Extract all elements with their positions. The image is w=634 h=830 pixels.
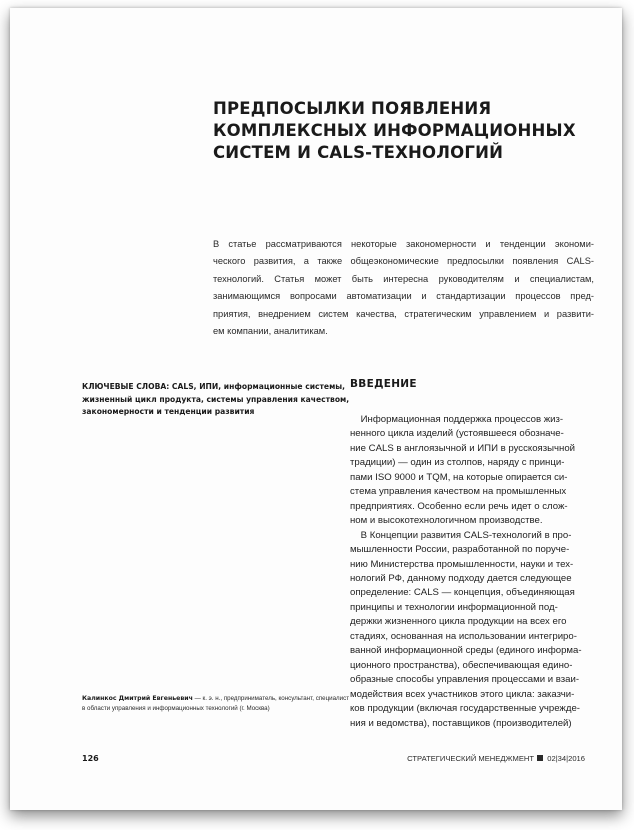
- author-description: — к. э. н., предприниматель, консультант, специалист: [194, 695, 350, 702]
- body-line: предприятиях. Особенно если речь идет о слож-: [350, 500, 568, 512]
- article-abstract: [213, 236, 594, 340]
- section-heading: ВВЕДЕНИЕ: [350, 378, 417, 390]
- author-description-cont: в области управления и информационных технологий (г. Москва): [82, 705, 270, 712]
- abstract-line: приятия, внедрением систем качества, стратегическим управлением и развити-: [213, 308, 594, 319]
- body-line: принципы и технологии информационной под-: [350, 601, 558, 613]
- abstract-line: В статье рассматриваются некоторые закономерности и тенденции экономи-: [213, 239, 594, 249]
- journal-footer: [407, 754, 585, 763]
- journal-name: СТРАТЕГИЧЕСКИЙ МЕНЕДЖМЕНТ: [407, 754, 535, 763]
- body-line: стема управления качеством на промышленных: [350, 486, 567, 498]
- keywords-line: закономерности и тенденции развития: [82, 407, 255, 416]
- body-line: В Концепции развития CALS-технологий в про-: [350, 529, 572, 541]
- journal-page: [10, 8, 622, 810]
- square-separator-icon: [537, 755, 543, 761]
- body-line: традиции) — один из столпов, наряду с принци-: [350, 457, 565, 469]
- body-line: ния и ведомства), поставщиков (производителей): [350, 717, 572, 729]
- abstract-line: ческого развития, а также общеэкономические предпосылки появления CALS-: [213, 256, 594, 267]
- body-line: определение: CALS — концепция, объединяющая: [350, 587, 575, 599]
- body-line: мышленности России, разработанной по поруче-: [350, 544, 570, 556]
- body-line: ционного пространства), обеспечивающая едино-: [350, 659, 573, 671]
- abstract-line: технологий. Статья может быть интересна руководителям и специалистам,: [213, 273, 594, 284]
- issue-number: 02|34|2016: [547, 754, 585, 763]
- body-line: нологий РФ, данному подходу дается следующее: [350, 572, 572, 584]
- body-line: пами ISO 9000 и TQM, на которые опирается си-: [350, 471, 568, 483]
- body-line: ние CALS в англоязычной и ИПИ в русскоязычной: [350, 442, 576, 454]
- body-line: ков продукции (включая государственные учрежде-: [350, 703, 580, 715]
- page-number: 126: [82, 754, 99, 763]
- body-line: ном и высокотехнологичном производстве.: [350, 515, 543, 527]
- body-text: [350, 413, 595, 731]
- body-line: ванной информационной среды (единого информа-: [350, 645, 582, 657]
- title-line: КОМПЛЕКСНЫХ ИНФОРМАЦИОННЫХ: [213, 121, 576, 140]
- keywords-block: [82, 381, 350, 419]
- abstract-line: занимающимся вопросами автоматизации и стандартизации процессов пред-: [213, 291, 594, 302]
- abstract-line: ем компании, аналитикам.: [213, 326, 328, 337]
- body-line: модействия всех участников этого цикла: заказчи-: [350, 688, 575, 700]
- body-line: нию Министерства промышленности, науки и тех-: [350, 558, 574, 570]
- body-line: Информационная поддержка процессов жиз-: [350, 414, 564, 425]
- author-name: Калинкос Дмитрий Евгеньевич: [82, 695, 193, 702]
- keywords-line: КЛЮЧЕВЫЕ СЛОВА: CALS, ИПИ, информационные системы,: [82, 382, 346, 391]
- author-info: [82, 694, 350, 714]
- body-line: стадиях, основанная на использовании интегриро-: [350, 630, 577, 642]
- body-line: ненного цикла изделий (устоявшееся обозначе-: [350, 428, 564, 440]
- title-line: ПРЕДПОСЫЛКИ ПОЯВЛЕНИЯ: [213, 99, 492, 118]
- article-title: [213, 98, 593, 164]
- keywords-line: жизненный цикл продукта, системы управления качеством,: [82, 394, 350, 404]
- body-line: держки жизненного цикла продукции на всех его: [350, 616, 567, 628]
- title-line: СИСТЕМ И CALS-ТЕХНОЛОГИЙ: [213, 143, 504, 162]
- body-line: образные способы управления процессами и взаи-: [350, 674, 580, 686]
